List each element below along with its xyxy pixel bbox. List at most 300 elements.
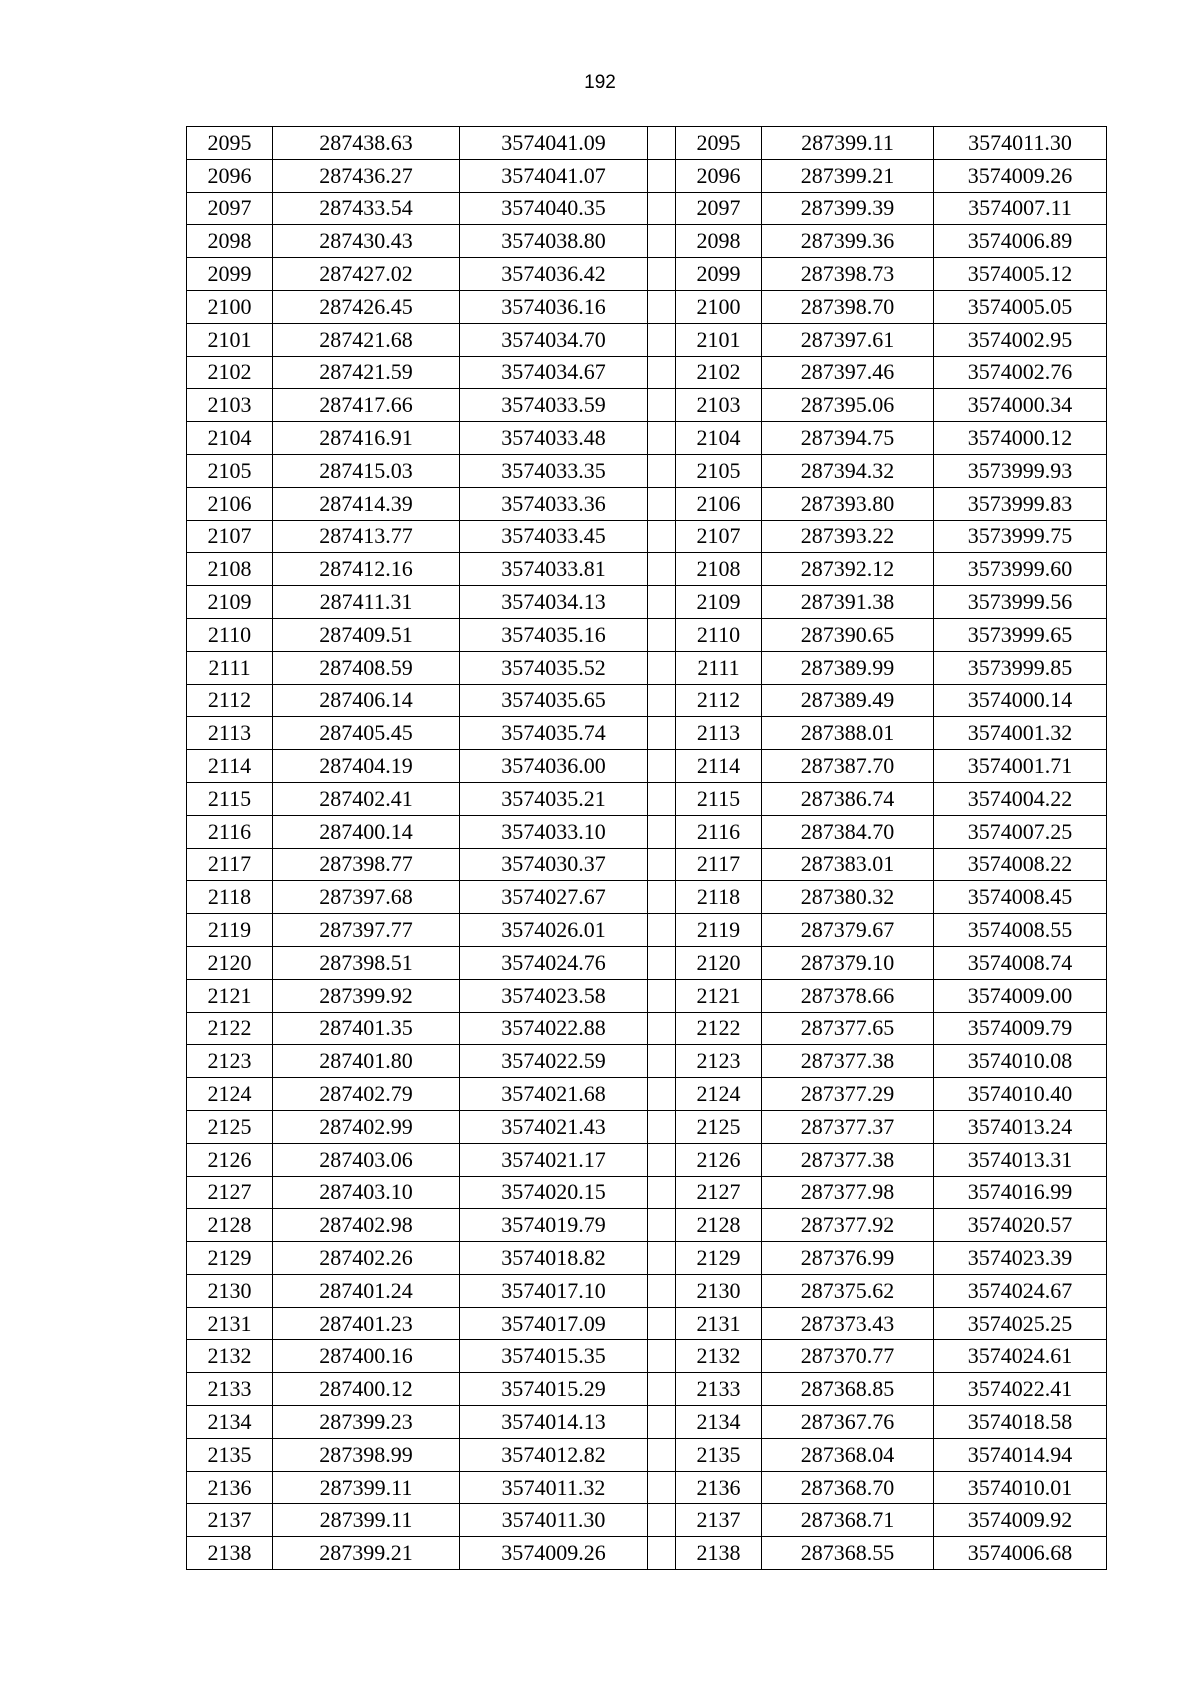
separator-cell [648, 914, 676, 947]
left-point-id-cell: 2135 [187, 1438, 273, 1471]
right-y-coordinate-cell: 3574001.32 [934, 717, 1107, 750]
left-x-coordinate-cell: 287397.68 [273, 881, 460, 914]
separator-cell [648, 717, 676, 750]
separator-cell [648, 1537, 676, 1570]
right-y-coordinate-cell: 3574023.39 [934, 1242, 1107, 1275]
right-x-coordinate-cell: 287399.39 [762, 192, 934, 225]
coordinates-table-body [187, 127, 1107, 1570]
left-y-coordinate-cell: 3574033.45 [460, 520, 648, 553]
separator-cell [648, 1045, 676, 1078]
left-point-id-cell: 2109 [187, 586, 273, 619]
table-row [187, 487, 1107, 520]
right-y-coordinate-cell: 3574002.76 [934, 356, 1107, 389]
left-y-coordinate-cell: 3574021.43 [460, 1110, 648, 1143]
left-y-coordinate-cell: 3574009.26 [460, 1537, 648, 1570]
right-point-id-cell: 2129 [676, 1242, 762, 1275]
left-y-coordinate-cell: 3574036.00 [460, 750, 648, 783]
right-y-coordinate-cell: 3574000.12 [934, 422, 1107, 455]
separator-cell [648, 1406, 676, 1439]
right-point-id-cell: 2104 [676, 422, 762, 455]
right-y-coordinate-cell: 3574002.95 [934, 323, 1107, 356]
left-y-coordinate-cell: 3574033.10 [460, 815, 648, 848]
left-point-id-cell: 2117 [187, 848, 273, 881]
right-point-id-cell: 2095 [676, 127, 762, 160]
left-x-coordinate-cell: 287402.41 [273, 782, 460, 815]
left-x-coordinate-cell: 287417.66 [273, 389, 460, 422]
table-row [187, 258, 1107, 291]
right-y-coordinate-cell: 3574018.58 [934, 1406, 1107, 1439]
left-y-coordinate-cell: 3574027.67 [460, 881, 648, 914]
right-x-coordinate-cell: 287377.98 [762, 1176, 934, 1209]
left-x-coordinate-cell: 287438.63 [273, 127, 460, 160]
right-y-coordinate-cell: 3574009.00 [934, 979, 1107, 1012]
left-point-id-cell: 2134 [187, 1406, 273, 1439]
right-y-coordinate-cell: 3574008.74 [934, 946, 1107, 979]
right-y-coordinate-cell: 3574007.11 [934, 192, 1107, 225]
left-point-id-cell: 2105 [187, 454, 273, 487]
right-y-coordinate-cell: 3574022.41 [934, 1373, 1107, 1406]
separator-cell [648, 651, 676, 684]
table-row [187, 1471, 1107, 1504]
right-x-coordinate-cell: 287386.74 [762, 782, 934, 815]
right-y-coordinate-cell: 3573999.83 [934, 487, 1107, 520]
left-x-coordinate-cell: 287436.27 [273, 159, 460, 192]
left-x-coordinate-cell: 287397.77 [273, 914, 460, 947]
right-point-id-cell: 2125 [676, 1110, 762, 1143]
right-point-id-cell: 2130 [676, 1274, 762, 1307]
left-y-coordinate-cell: 3574033.81 [460, 553, 648, 586]
right-x-coordinate-cell: 287379.67 [762, 914, 934, 947]
left-y-coordinate-cell: 3574038.80 [460, 225, 648, 258]
right-x-coordinate-cell: 287397.61 [762, 323, 934, 356]
left-x-coordinate-cell: 287404.19 [273, 750, 460, 783]
right-point-id-cell: 2108 [676, 553, 762, 586]
right-point-id-cell: 2138 [676, 1537, 762, 1570]
right-x-coordinate-cell: 287378.66 [762, 979, 934, 1012]
left-y-coordinate-cell: 3574012.82 [460, 1438, 648, 1471]
left-x-coordinate-cell: 287402.26 [273, 1242, 460, 1275]
left-y-coordinate-cell: 3574017.10 [460, 1274, 648, 1307]
left-point-id-cell: 2128 [187, 1209, 273, 1242]
left-x-coordinate-cell: 287398.77 [273, 848, 460, 881]
right-point-id-cell: 2109 [676, 586, 762, 619]
table-row [187, 1078, 1107, 1111]
left-y-coordinate-cell: 3574015.35 [460, 1340, 648, 1373]
left-y-coordinate-cell: 3574022.59 [460, 1045, 648, 1078]
right-point-id-cell: 2113 [676, 717, 762, 750]
left-x-coordinate-cell: 287403.10 [273, 1176, 460, 1209]
separator-cell [648, 1012, 676, 1045]
left-y-coordinate-cell: 3574033.35 [460, 454, 648, 487]
separator-cell [648, 586, 676, 619]
right-x-coordinate-cell: 287399.36 [762, 225, 934, 258]
right-point-id-cell: 2137 [676, 1504, 762, 1537]
left-point-id-cell: 2132 [187, 1340, 273, 1373]
left-point-id-cell: 2127 [187, 1176, 273, 1209]
left-point-id-cell: 2122 [187, 1012, 273, 1045]
table-row [187, 1110, 1107, 1143]
table-row [187, 684, 1107, 717]
left-point-id-cell: 2114 [187, 750, 273, 783]
right-point-id-cell: 2127 [676, 1176, 762, 1209]
separator-cell [648, 389, 676, 422]
right-x-coordinate-cell: 287368.85 [762, 1373, 934, 1406]
left-x-coordinate-cell: 287401.23 [273, 1307, 460, 1340]
left-x-coordinate-cell: 287398.51 [273, 946, 460, 979]
right-point-id-cell: 2128 [676, 1209, 762, 1242]
separator-cell [648, 782, 676, 815]
table-row [187, 1143, 1107, 1176]
table-row [187, 1504, 1107, 1537]
table-row [187, 290, 1107, 323]
left-x-coordinate-cell: 287411.31 [273, 586, 460, 619]
right-y-coordinate-cell: 3574008.55 [934, 914, 1107, 947]
right-y-coordinate-cell: 3573999.60 [934, 553, 1107, 586]
left-x-coordinate-cell: 287401.35 [273, 1012, 460, 1045]
right-point-id-cell: 2107 [676, 520, 762, 553]
right-point-id-cell: 2098 [676, 225, 762, 258]
table-row [187, 422, 1107, 455]
right-x-coordinate-cell: 287384.70 [762, 815, 934, 848]
table-row [187, 520, 1107, 553]
right-y-coordinate-cell: 3574009.26 [934, 159, 1107, 192]
table-row [187, 848, 1107, 881]
left-point-id-cell: 2100 [187, 290, 273, 323]
left-x-coordinate-cell: 287399.92 [273, 979, 460, 1012]
left-y-coordinate-cell: 3574035.65 [460, 684, 648, 717]
separator-cell [648, 290, 676, 323]
left-y-coordinate-cell: 3574026.01 [460, 914, 648, 947]
table-row [187, 1438, 1107, 1471]
left-point-id-cell: 2130 [187, 1274, 273, 1307]
left-x-coordinate-cell: 287430.43 [273, 225, 460, 258]
left-point-id-cell: 2097 [187, 192, 273, 225]
right-point-id-cell: 2111 [676, 651, 762, 684]
left-point-id-cell: 2106 [187, 487, 273, 520]
right-x-coordinate-cell: 287399.11 [762, 127, 934, 160]
right-y-coordinate-cell: 3574009.92 [934, 1504, 1107, 1537]
left-point-id-cell: 2099 [187, 258, 273, 291]
separator-cell [648, 979, 676, 1012]
left-point-id-cell: 2131 [187, 1307, 273, 1340]
right-y-coordinate-cell: 3574014.94 [934, 1438, 1107, 1471]
separator-cell [648, 520, 676, 553]
left-x-coordinate-cell: 287402.99 [273, 1110, 460, 1143]
right-point-id-cell: 2120 [676, 946, 762, 979]
right-x-coordinate-cell: 287392.12 [762, 553, 934, 586]
right-y-coordinate-cell: 3573999.56 [934, 586, 1107, 619]
table-row [187, 750, 1107, 783]
left-point-id-cell: 2110 [187, 618, 273, 651]
left-y-coordinate-cell: 3574034.13 [460, 586, 648, 619]
left-point-id-cell: 2124 [187, 1078, 273, 1111]
coordinates-table [186, 126, 1107, 1570]
right-y-coordinate-cell: 3573999.85 [934, 651, 1107, 684]
table-row [187, 914, 1107, 947]
separator-cell [648, 225, 676, 258]
table-row [187, 1242, 1107, 1275]
right-point-id-cell: 2133 [676, 1373, 762, 1406]
separator-cell [648, 1307, 676, 1340]
left-point-id-cell: 2118 [187, 881, 273, 914]
table-row [187, 127, 1107, 160]
left-x-coordinate-cell: 287427.02 [273, 258, 460, 291]
right-y-coordinate-cell: 3574016.99 [934, 1176, 1107, 1209]
left-x-coordinate-cell: 287412.16 [273, 553, 460, 586]
right-y-coordinate-cell: 3574008.45 [934, 881, 1107, 914]
left-y-coordinate-cell: 3574041.09 [460, 127, 648, 160]
left-x-coordinate-cell: 287409.51 [273, 618, 460, 651]
table-row [187, 1274, 1107, 1307]
right-x-coordinate-cell: 287398.73 [762, 258, 934, 291]
right-x-coordinate-cell: 287376.99 [762, 1242, 934, 1275]
table-row [187, 1537, 1107, 1570]
right-x-coordinate-cell: 287397.46 [762, 356, 934, 389]
right-point-id-cell: 2099 [676, 258, 762, 291]
table-row [187, 553, 1107, 586]
table-row [187, 1340, 1107, 1373]
table-row [187, 1176, 1107, 1209]
right-point-id-cell: 2119 [676, 914, 762, 947]
table-row [187, 1045, 1107, 1078]
separator-cell [648, 1209, 676, 1242]
separator-cell [648, 946, 676, 979]
right-y-coordinate-cell: 3574013.24 [934, 1110, 1107, 1143]
left-x-coordinate-cell: 287400.16 [273, 1340, 460, 1373]
left-x-coordinate-cell: 287401.24 [273, 1274, 460, 1307]
table-row [187, 323, 1107, 356]
separator-cell [648, 881, 676, 914]
table-row [187, 1209, 1107, 1242]
right-y-coordinate-cell: 3574006.68 [934, 1537, 1107, 1570]
separator-cell [648, 750, 676, 783]
left-y-coordinate-cell: 3574036.42 [460, 258, 648, 291]
separator-cell [648, 356, 676, 389]
table-row [187, 1307, 1107, 1340]
left-x-coordinate-cell: 287399.23 [273, 1406, 460, 1439]
left-x-coordinate-cell: 287433.54 [273, 192, 460, 225]
right-point-id-cell: 2124 [676, 1078, 762, 1111]
left-x-coordinate-cell: 287408.59 [273, 651, 460, 684]
separator-cell [648, 422, 676, 455]
left-point-id-cell: 2116 [187, 815, 273, 848]
separator-cell [648, 1110, 676, 1143]
right-y-coordinate-cell: 3574006.89 [934, 225, 1107, 258]
right-point-id-cell: 2101 [676, 323, 762, 356]
left-point-id-cell: 2119 [187, 914, 273, 947]
table-row [187, 225, 1107, 258]
left-y-coordinate-cell: 3574011.30 [460, 1504, 648, 1537]
left-point-id-cell: 2101 [187, 323, 273, 356]
table-row [187, 618, 1107, 651]
left-y-coordinate-cell: 3574019.79 [460, 1209, 648, 1242]
table-row [187, 881, 1107, 914]
left-x-coordinate-cell: 287402.79 [273, 1078, 460, 1111]
table-row [187, 946, 1107, 979]
right-x-coordinate-cell: 287393.22 [762, 520, 934, 553]
right-y-coordinate-cell: 3574010.08 [934, 1045, 1107, 1078]
right-point-id-cell: 2110 [676, 618, 762, 651]
right-y-coordinate-cell: 3574000.14 [934, 684, 1107, 717]
table-row [187, 454, 1107, 487]
right-x-coordinate-cell: 287393.80 [762, 487, 934, 520]
separator-cell [648, 1176, 676, 1209]
left-y-coordinate-cell: 3574018.82 [460, 1242, 648, 1275]
right-x-coordinate-cell: 287394.32 [762, 454, 934, 487]
right-point-id-cell: 2096 [676, 159, 762, 192]
right-point-id-cell: 2115 [676, 782, 762, 815]
right-y-coordinate-cell: 3574005.05 [934, 290, 1107, 323]
right-y-coordinate-cell: 3574011.30 [934, 127, 1107, 160]
left-point-id-cell: 2111 [187, 651, 273, 684]
left-x-coordinate-cell: 287426.45 [273, 290, 460, 323]
left-x-coordinate-cell: 287403.06 [273, 1143, 460, 1176]
left-x-coordinate-cell: 287399.21 [273, 1537, 460, 1570]
left-y-coordinate-cell: 3574041.07 [460, 159, 648, 192]
separator-cell [648, 323, 676, 356]
separator-cell [648, 258, 676, 291]
table-row [187, 192, 1107, 225]
left-x-coordinate-cell: 287415.03 [273, 454, 460, 487]
separator-cell [648, 1504, 676, 1537]
right-point-id-cell: 2126 [676, 1143, 762, 1176]
left-y-coordinate-cell: 3574015.29 [460, 1373, 648, 1406]
right-x-coordinate-cell: 287380.32 [762, 881, 934, 914]
separator-cell [648, 192, 676, 225]
left-point-id-cell: 2096 [187, 159, 273, 192]
right-x-coordinate-cell: 287377.92 [762, 1209, 934, 1242]
left-x-coordinate-cell: 287421.59 [273, 356, 460, 389]
left-x-coordinate-cell: 287413.77 [273, 520, 460, 553]
right-y-coordinate-cell: 3574007.25 [934, 815, 1107, 848]
separator-cell [648, 1340, 676, 1373]
table-row [187, 1373, 1107, 1406]
right-x-coordinate-cell: 287388.01 [762, 717, 934, 750]
table-row [187, 389, 1107, 422]
left-point-id-cell: 2136 [187, 1471, 273, 1504]
separator-cell [648, 618, 676, 651]
table-row [187, 1012, 1107, 1045]
right-x-coordinate-cell: 287377.37 [762, 1110, 934, 1143]
right-y-coordinate-cell: 3573999.75 [934, 520, 1107, 553]
separator-cell [648, 1078, 676, 1111]
right-x-coordinate-cell: 287368.55 [762, 1537, 934, 1570]
right-point-id-cell: 2131 [676, 1307, 762, 1340]
right-x-coordinate-cell: 287368.04 [762, 1438, 934, 1471]
right-y-coordinate-cell: 3574000.34 [934, 389, 1107, 422]
left-point-id-cell: 2129 [187, 1242, 273, 1275]
right-point-id-cell: 2132 [676, 1340, 762, 1373]
left-point-id-cell: 2121 [187, 979, 273, 1012]
right-point-id-cell: 2112 [676, 684, 762, 717]
left-point-id-cell: 2138 [187, 1537, 273, 1570]
left-y-coordinate-cell: 3574014.13 [460, 1406, 648, 1439]
separator-cell [648, 1242, 676, 1275]
separator-cell [648, 127, 676, 160]
right-point-id-cell: 2118 [676, 881, 762, 914]
left-y-coordinate-cell: 3574034.67 [460, 356, 648, 389]
left-point-id-cell: 2108 [187, 553, 273, 586]
left-y-coordinate-cell: 3574021.68 [460, 1078, 648, 1111]
separator-cell [648, 1438, 676, 1471]
right-x-coordinate-cell: 287377.65 [762, 1012, 934, 1045]
left-x-coordinate-cell: 287400.12 [273, 1373, 460, 1406]
right-x-coordinate-cell: 287377.29 [762, 1078, 934, 1111]
left-y-coordinate-cell: 3574033.59 [460, 389, 648, 422]
left-y-coordinate-cell: 3574021.17 [460, 1143, 648, 1176]
right-y-coordinate-cell: 3574010.01 [934, 1471, 1107, 1504]
left-x-coordinate-cell: 287414.39 [273, 487, 460, 520]
left-x-coordinate-cell: 287405.45 [273, 717, 460, 750]
right-x-coordinate-cell: 287373.43 [762, 1307, 934, 1340]
left-y-coordinate-cell: 3574017.09 [460, 1307, 648, 1340]
right-point-id-cell: 2105 [676, 454, 762, 487]
left-x-coordinate-cell: 287401.80 [273, 1045, 460, 1078]
right-y-coordinate-cell: 3574004.22 [934, 782, 1107, 815]
right-x-coordinate-cell: 287389.49 [762, 684, 934, 717]
left-point-id-cell: 2102 [187, 356, 273, 389]
right-x-coordinate-cell: 287394.75 [762, 422, 934, 455]
left-y-coordinate-cell: 3574033.36 [460, 487, 648, 520]
right-x-coordinate-cell: 287398.70 [762, 290, 934, 323]
left-point-id-cell: 2123 [187, 1045, 273, 1078]
left-y-coordinate-cell: 3574011.32 [460, 1471, 648, 1504]
left-y-coordinate-cell: 3574030.37 [460, 848, 648, 881]
right-point-id-cell: 2122 [676, 1012, 762, 1045]
left-point-id-cell: 2112 [187, 684, 273, 717]
right-y-coordinate-cell: 3574010.40 [934, 1078, 1107, 1111]
table-row [187, 159, 1107, 192]
table-row [187, 356, 1107, 389]
right-point-id-cell: 2102 [676, 356, 762, 389]
right-y-coordinate-cell: 3574025.25 [934, 1307, 1107, 1340]
left-y-coordinate-cell: 3574024.76 [460, 946, 648, 979]
left-y-coordinate-cell: 3574040.35 [460, 192, 648, 225]
left-point-id-cell: 2095 [187, 127, 273, 160]
right-point-id-cell: 2136 [676, 1471, 762, 1504]
right-x-coordinate-cell: 287377.38 [762, 1045, 934, 1078]
right-x-coordinate-cell: 287375.62 [762, 1274, 934, 1307]
left-x-coordinate-cell: 287399.11 [273, 1471, 460, 1504]
right-y-coordinate-cell: 3574024.61 [934, 1340, 1107, 1373]
separator-cell [648, 159, 676, 192]
right-x-coordinate-cell: 287368.70 [762, 1471, 934, 1504]
right-x-coordinate-cell: 287399.21 [762, 159, 934, 192]
right-y-coordinate-cell: 3574008.22 [934, 848, 1107, 881]
right-point-id-cell: 2134 [676, 1406, 762, 1439]
right-y-coordinate-cell: 3574020.57 [934, 1209, 1107, 1242]
right-x-coordinate-cell: 287379.10 [762, 946, 934, 979]
separator-cell [648, 1373, 676, 1406]
left-x-coordinate-cell: 287399.11 [273, 1504, 460, 1537]
right-y-coordinate-cell: 3573999.93 [934, 454, 1107, 487]
right-x-coordinate-cell: 287395.06 [762, 389, 934, 422]
separator-cell [648, 487, 676, 520]
left-y-coordinate-cell: 3574034.70 [460, 323, 648, 356]
table-row [187, 586, 1107, 619]
separator-cell [648, 1143, 676, 1176]
right-x-coordinate-cell: 287390.65 [762, 618, 934, 651]
right-point-id-cell: 2121 [676, 979, 762, 1012]
left-point-id-cell: 2120 [187, 946, 273, 979]
table-row [187, 651, 1107, 684]
right-point-id-cell: 2116 [676, 815, 762, 848]
left-point-id-cell: 2133 [187, 1373, 273, 1406]
right-y-coordinate-cell: 3574024.67 [934, 1274, 1107, 1307]
right-x-coordinate-cell: 287387.70 [762, 750, 934, 783]
right-point-id-cell: 2135 [676, 1438, 762, 1471]
table-row [187, 717, 1107, 750]
